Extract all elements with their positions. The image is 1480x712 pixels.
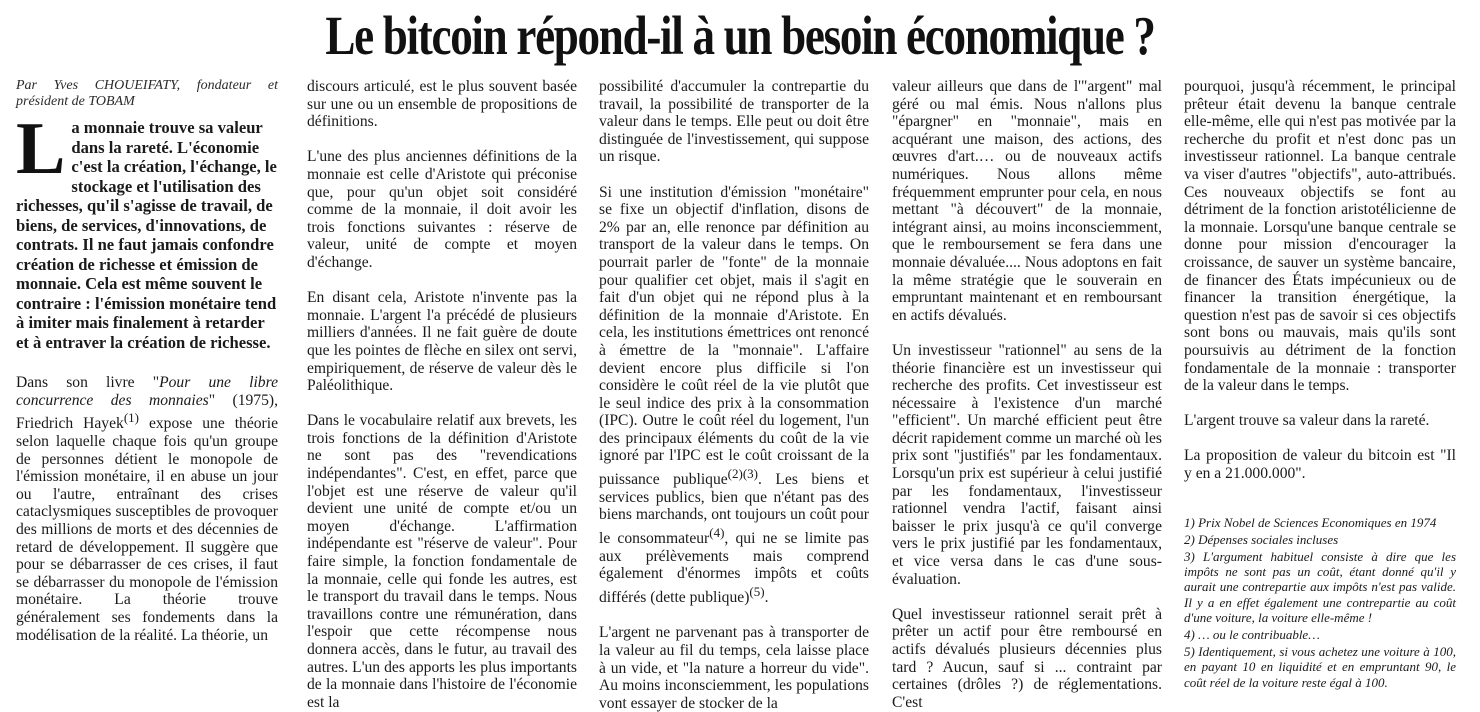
column-5	[1184, 78, 1456, 688]
book-title: Pour une libre concurrence des monnaies	[16, 374, 278, 409]
body-paragraph: L'argent ne parvenant pas à transporter de la valeur au fil du temps, cela laisse place à un vide, et "la nature a horreur du vide". Au moins inconsciemment, les populations vont essayer de stocker de la	[599, 624, 869, 712]
body-paragraph: Dans son livre "Pour une libre concurrence des monnaies" (1975), Friedrich Hayek$^{(1)}$ expose une théorie selon laquelle chaque fois qu'un groupe de personnes détient le monopole de l'émission monétaire, il en abuse un jour ou l'autre, entraînant des crises cataclysmiques susceptibles de provoquer des millions de morts et des décennies de retard de développement. Il suggère que pour se débarrasser de ces crises, il faut se débarrasser du monopole de l'émission monétaire. La théorie trouve généralement ses fondements dans la modélisation de la réalité. La théorie, un	[16, 374, 278, 644]
footnote-ref: (5)	[749, 584, 765, 599]
body-paragraph: possibilité d'accumuler la contrepartie du travail, la possibilité de transporter de la valeur dans le temps. Elle peut ou doit être distinguée de l'investissement, qui suppose un risque.	[599, 78, 869, 166]
footnote: 3) L'argument habituel consiste à dire que les impôts ne sont pas un coût, étant donné qu'il y aurait une contrepartie aux impôts n'est pas valide. Il y a en effet également une contrepartie au coût d'une voiture, la voiture elle-même !	[1184, 549, 1456, 625]
footnote: 4) … ou le contribuable…	[1184, 627, 1320, 643]
body-paragraph: Quel investisseur rationnel serait prêt à prêter un actif pour être remboursé en actifs dévalués plusieurs décennies plus tard ? Aucun, sauf si ... contraint par certaines (drôles ?) de réglementations. C'est	[892, 605, 1162, 711]
column-4	[892, 78, 1162, 711]
drop-cap: L	[16, 108, 66, 190]
body-paragraph: pourquoi, jusqu'à récemment, le principal prêteur était devenu la banque centrale elle-même, elle qui n'est pas motivée par la recherche du profit et n'est donc pas un investisseur rationnel. La banque centrale va viser d'autres "objectifs", auto-attribués. Ces nouveaux objectifs se font au détriment de la fonction aristotélicienne de la monnaie. Lorsqu'une banque centrale se donne pour mission d'encourager la croissance, de sauver un système bancaire, de financer des États impécunieux ou de financer la transition énergétique, la question n'est pas de savoir si ces objectifs sont bons ou mauvais, mais qu'ils sont poursuivis au détriment de la fonction fondamentale de la monnaie : transporter de la valeur dans le temps.	[1184, 78, 1456, 395]
body-paragraph: En disant cela, Aristote n'invente pas la monnaie. L'argent l'a précédé de plusieurs milliers d'années. Il ne fait guère de doute que les pointes de flèche en silex ont servi, empiriquement, de réserve de valeur dès le Paléolithique.	[307, 289, 577, 395]
body-paragraph: discours articulé, est le plus souvent basée sur une ou un ensemble de propositions de définitions.	[307, 78, 577, 131]
column-3	[599, 78, 870, 712]
byline: Par Yves CHOUEIFATY, fondateur et président de TOBAM	[16, 78, 278, 109]
body-paragraph: Un investisseur "rationnel" au sens de la théorie financière est un investisseur qui recherche des profits. Cet investisseur est nécessaire à l'existence d'un marché "efficient". Un marché efficient peut être décrit rapidement comme un marché où les prix sont "justifiés" par les fondamentaux. Lorsqu'un prix est supérieur à celui justifié par les fondamentaux, l'investisseur rationnel vendra l'actif, faisant ainsi baisser le prix jusqu'à ce qu'il converge vers le prix justifié par les fondamentaux, et vice versa dans le cas d'une sous-évaluation.	[892, 341, 1162, 588]
lead-paragraph	[16, 108, 278, 352]
footnote: 1) Prix Nobel de Sciences Economiques en 1974	[1184, 514, 1437, 530]
column-2	[307, 78, 577, 711]
column-1	[16, 78, 278, 688]
footnote: 5) Identiquement, si vous achetez une voiture à 100, en payant 10 en liquidité et en empruntant 90, le coût réel de la voiture reste égal à 100.	[1184, 644, 1456, 690]
body-paragraph: Dans le vocabulaire relatif aux brevets, les trois fonctions de la définition d'Aristote ne sont pas des "revendications indépendantes". C'est, en effet, parce que l'objet est une réserve de valeur qu'il devient une unité de compte et/ou un moyen d'échange. L'affirmation indépendante est "réserve de valeur". Pour faire simple, la fonction fondamentale de la monnaie, celle qui fonde les autres, est le transport du travail dans le temps. Nous travaillons contre une rémunération, dans l'espoir que cette récompense nous donnera accès, dans le futur, au travail des autres. L'un des apports les plus importants de la monnaie dans l'histoire de l'économie est la	[307, 412, 577, 711]
footnote-ref: (1)	[123, 410, 139, 426]
lead-text: a monnaie trouve sa valeur dans la rareté. L'économie c'est la création, l'échange, le stockage et l'utilisation des richesses, qu'il s'agisse de travail, de biens, de services, d'innovations, de contrats. Il ne faut jamais confondre création de richesse et émission de monnaie. Cela est même souvent le contraire : l'émission monétaire tend à imiter mais finalement à retarder et à entraver la création de richesse.	[16, 118, 277, 352]
body-paragraph: valeur ailleurs que dans de l'"argent" mal géré ou mal émis. Nous n'allons plus "épargner" en "monnaie", mais en acquérant une maison, des actions, des œuvres d'art.… ou de nouveaux actifs numériques. Nous allons même fréquemment emprunter pour cela, en nous mettant "à découvert" de la monnaie, intégrant ainsi, au moins inconsciemment, que le remboursement se fera dans une monnaie dévaluée.... Nous adoptons en fait la même stratégie que le souverain en empruntant maintenant et en remboursant en actifs dévalués.	[892, 78, 1162, 324]
article-title: Le bitcoin répond-il à un besoin économique ?	[325, 5, 1155, 66]
footnote: 2) Dépenses sociales incluses	[1184, 531, 1339, 547]
body-paragraph: Si une institution d'émission "monétaire" se fixe un objectif d'inflation, disons de 2% par an, elle renonce par définition au transport de la valeur dans le temps. On pourrait parler de "fonte" de la monnaie pour qualifier cet objet, mais il s'agit en fait d'un objet qui ne répond plus à la définition de la monnaie d'Aristote. En cela, les institutions émettrices ont renoncé à émettre de la "monnaie". L'affaire devient encore plus difficile si l'on considère le coût réel de la vie plutôt que le seul indice des prix à la consommation (IPC). Outre le coût réel du logement, l'un des principaux éléments du coût de la vie ignoré par l'IPC est le coût croissant de la puissance publique$^{(2)(3)}$. Les biens et services publics, bien que n'étant pas des biens marchands, ont toujours un coût pour le consommateur$^{(4)}$, qui ne se limite pas aux prélèvements mais comprend également d'énormes impôts et coûts différés (dette publique)$^{(5)}$.	[599, 183, 870, 607]
footnotes	[1184, 515, 1456, 690]
body-paragraph: L'une des plus anciennes définitions de la monnaie est celle d'Aristote qui préconise que, pour qu'un objet soit considéré comme de la monnaie, il doit avoir les trois fonctions suivantes : réserve de valeur, unité de compte et moyen d'échange.	[307, 148, 577, 271]
footnote-ref: (2)(3)	[727, 466, 758, 482]
body-paragraph: L'argent trouve sa valeur dans la rareté.	[1184, 412, 1430, 430]
footnote-ref: (4)	[709, 525, 725, 541]
body-paragraph: La proposition de valeur du bitcoin est "Il y en a 21.000.000".	[1184, 447, 1456, 483]
